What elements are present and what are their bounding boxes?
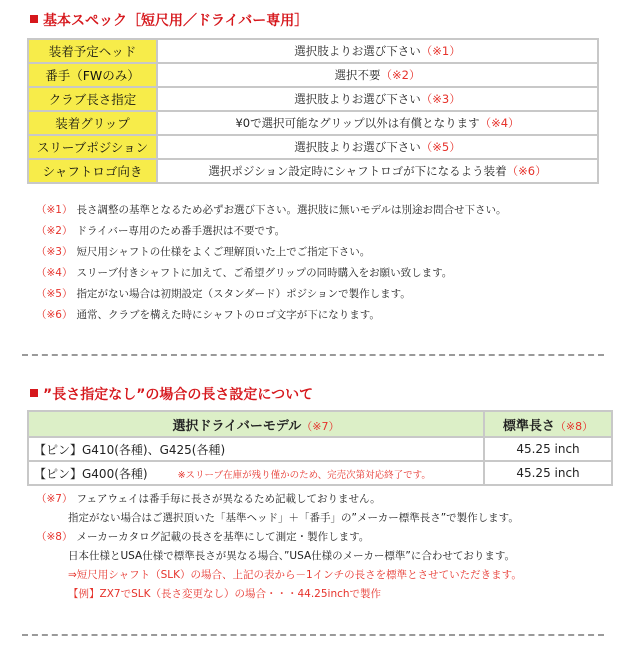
- spec-value-text: 選択ポジション設定時にシャフトロゴが下になるよう装着: [208, 164, 507, 178]
- spec-section-heading: 基本スペック［短尺用／ドライバー専用］: [30, 10, 308, 30]
- note-text: 通常、クラブを構えた時にシャフトのロゴ文字が下になります。: [76, 309, 380, 321]
- spec-value-note: （※2）: [380, 68, 421, 82]
- note-item: [36, 200, 506, 221]
- spec-value-text: ¥0で選択可能なグリップ以外は有償となります: [235, 116, 480, 130]
- spec-value: [157, 87, 598, 111]
- note-mark: （※5）: [36, 288, 73, 300]
- spec-value-note: （※1）: [420, 44, 461, 58]
- model-cell: 【ピン】G400(各種) ※スリーブ在庫が残り僅かのため、完売次第対応終了です。: [28, 461, 484, 485]
- spec-row: [28, 39, 598, 63]
- note-item: [36, 242, 506, 263]
- length-section-heading: ”長さ指定なし”の場合の長さ設定について: [30, 384, 313, 404]
- note-text: スリーブ付きシャフトに加えて、ご希望グリップの同時購入をお願い致します。: [76, 267, 453, 279]
- note-mark: （※1）: [36, 204, 73, 216]
- note-item: [36, 284, 506, 305]
- note-8-line-4: 【例】ZX7でSLK（長さ変更なし）の場合・・・44.25inchで製作: [68, 588, 382, 600]
- spec-value: [157, 159, 598, 183]
- spec-row: [28, 135, 598, 159]
- note-item: [36, 263, 506, 284]
- spec-label: スリーブポジション: [28, 135, 157, 159]
- spec-row: [28, 63, 598, 87]
- spec-value: [157, 39, 598, 63]
- note-mark: （※3）: [36, 246, 73, 258]
- spec-label: 装着予定ヘッド: [28, 39, 157, 63]
- spec-table: [27, 38, 599, 184]
- spec-value-text: 選択不要: [334, 68, 381, 82]
- note-8-line-1: （※8） メーカーカタログ記載の長さを基準にして測定・製作します。: [36, 531, 370, 543]
- square-bullet-icon: [30, 389, 38, 397]
- length-notes: [36, 490, 522, 604]
- spec-value-text: 選択肢よりお選び下さい: [294, 140, 421, 154]
- note-mark: （※4）: [36, 267, 73, 279]
- spec-row: [28, 111, 598, 135]
- spec-label: 番手（FWのみ）: [28, 63, 157, 87]
- spec-value-note: （※5）: [420, 140, 461, 154]
- spec-value-text: 選択肢よりお選び下さい: [294, 44, 421, 58]
- spec-label: 装着グリップ: [28, 111, 157, 135]
- spec-value: [157, 63, 598, 87]
- spec-row: [28, 87, 598, 111]
- note-text: ドライバー専用のため番手選択は不要です。: [76, 225, 286, 237]
- spec-value-text: 選択肢よりお選び下さい: [294, 92, 421, 106]
- note-item: [36, 221, 506, 242]
- note-text: 指定がない場合は初期設定（スタンダード）ポジションで製作します。: [76, 288, 411, 300]
- length-table-header-row: [28, 411, 612, 437]
- spec-value: [157, 135, 598, 159]
- length-column-header: 標準長さ（※8）: [484, 411, 612, 437]
- length-cell: 45.25 inch: [484, 461, 612, 485]
- note-text: 短尺用シャフトの仕様をよくご理解頂いた上でご指定下さい。: [76, 246, 371, 258]
- note-text: 長さ調整の基準となるため必ずお選び下さい。選択肢に無いモデルは別途お問合せ下さい。: [76, 204, 507, 216]
- square-bullet-icon: [30, 15, 38, 23]
- length-table: [27, 410, 613, 486]
- spec-label: クラブ長さ指定: [28, 87, 157, 111]
- note-7-line-2: 指定がない場合はご選択頂いた「基準ヘッド」＋「番手」の”メーカー標準長さ”で製作します。: [68, 512, 519, 524]
- model-cell: 【ピン】G410(各種)、G425(各種): [28, 437, 484, 461]
- note-item: [36, 305, 506, 326]
- table-row: [28, 437, 612, 461]
- spec-label: シャフトロゴ向き: [28, 159, 157, 183]
- spec-value-note: （※6）: [506, 164, 547, 178]
- spec-row: [28, 159, 598, 183]
- spec-value-note: （※3）: [420, 92, 461, 106]
- model-column-header: 選択ドライバーモデル（※7）: [28, 411, 484, 437]
- spec-value: [157, 111, 598, 135]
- note-mark: （※6）: [36, 309, 73, 321]
- divider: [22, 634, 604, 636]
- note-7-line-1: （※7） フェアウェイは番手毎に長さが異なるため記載しておりません。: [36, 493, 381, 505]
- divider: [22, 354, 604, 356]
- note-mark: （※2）: [36, 225, 73, 237]
- length-cell: 45.25 inch: [484, 437, 612, 461]
- spec-value-note: （※4）: [479, 116, 520, 130]
- note-8-line-2: 日本仕様とUSA仕様で標準長さが異なる場合、”USA仕様のメーカー標準”に合わせております。: [68, 550, 516, 562]
- table-row: [28, 461, 612, 485]
- note-8-line-3: ⇒短尺用シャフト（SLK）の場合、上記の表から－1インチの長さを標準とさせていただきます。: [68, 569, 522, 581]
- spec-notes: [36, 200, 506, 326]
